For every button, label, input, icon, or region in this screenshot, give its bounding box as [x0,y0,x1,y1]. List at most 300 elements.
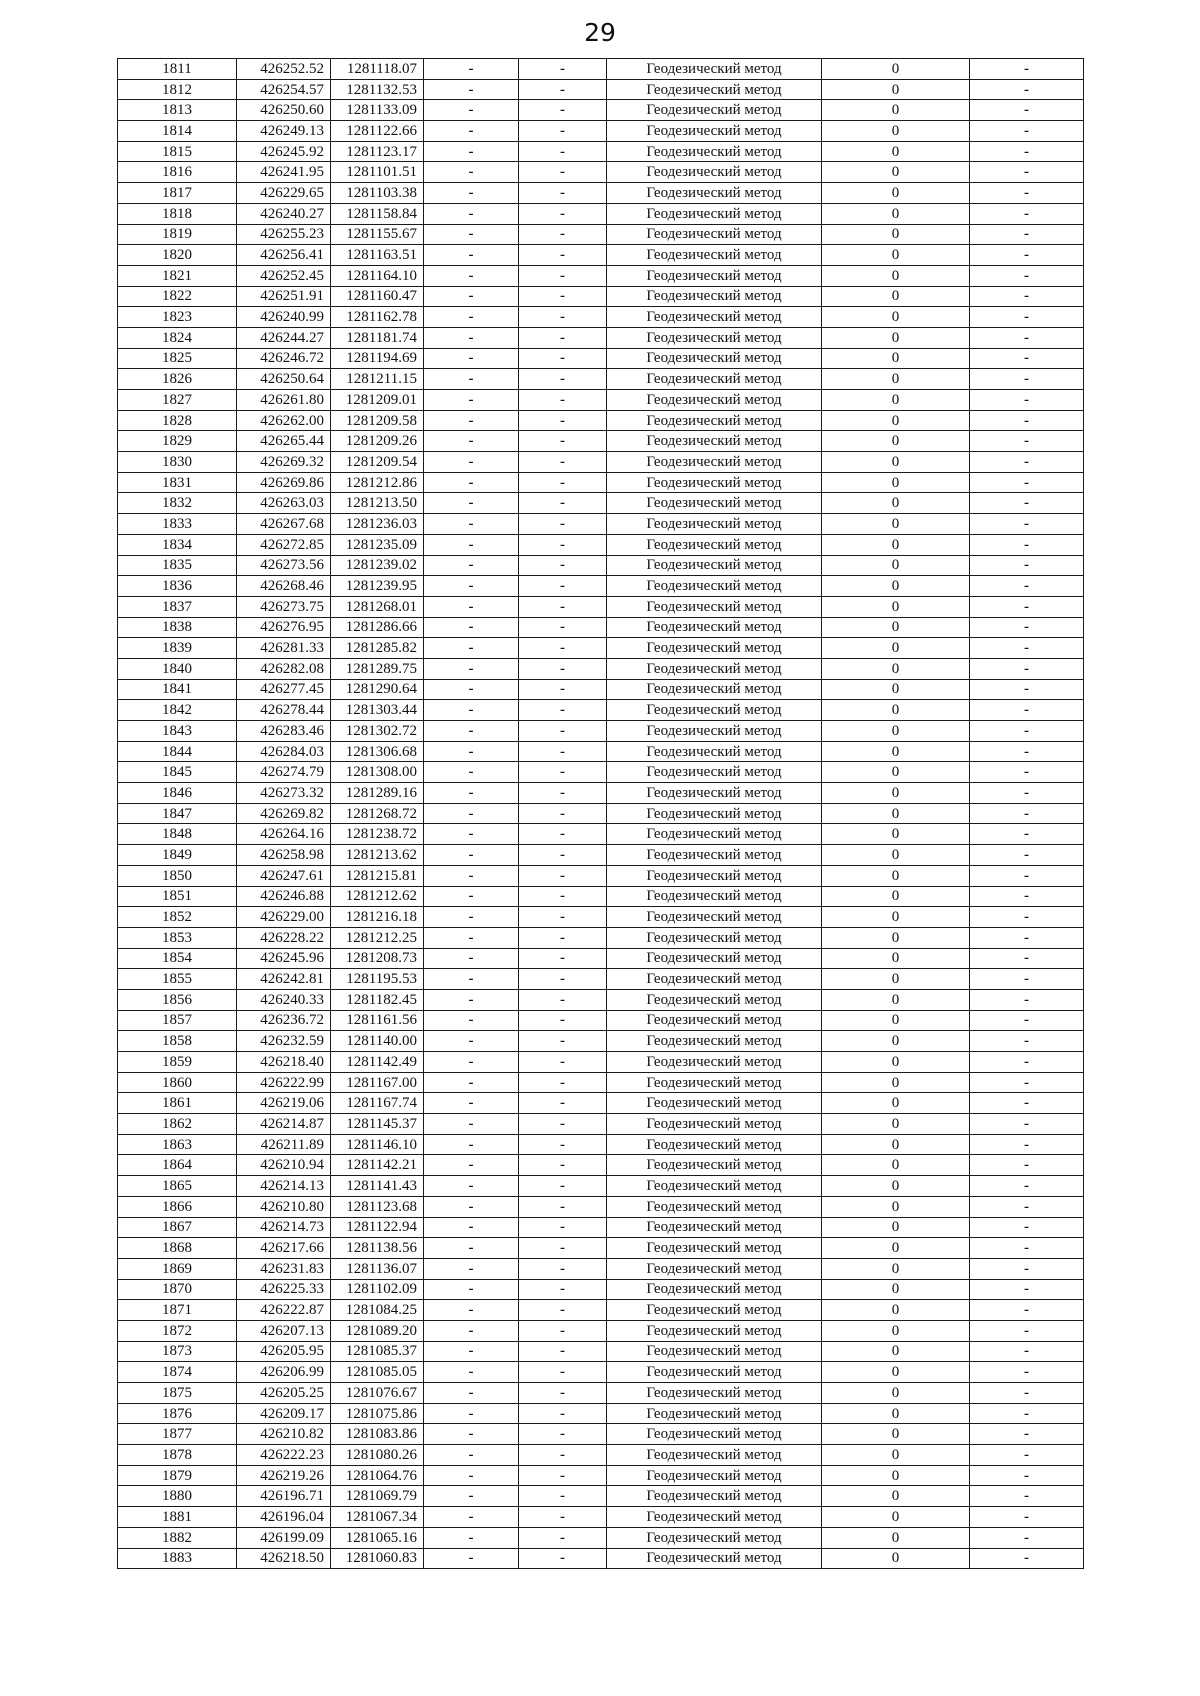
x-coordinate-cell: 426262.00 [237,410,331,431]
dash-cell: - [519,700,607,721]
dash-cell: - [519,431,607,452]
y-coordinate-cell: 1281212.62 [331,886,424,907]
dash-cell: - [519,1548,607,1569]
method-cell: Геодезический метод [607,514,822,535]
zero-cell: 0 [822,721,970,742]
x-coordinate-cell: 426251.91 [237,286,331,307]
dash-cell: - [424,824,519,845]
y-coordinate-cell: 1281268.72 [331,803,424,824]
y-coordinate-cell: 1281289.16 [331,783,424,804]
dash-cell: - [519,721,607,742]
point-number-cell: 1853 [118,927,237,948]
x-coordinate-cell: 426232.59 [237,1031,331,1052]
table-row [118,721,1084,742]
y-coordinate-cell: 1281286.66 [331,617,424,638]
dash-cell: - [424,452,519,473]
point-number-cell: 1829 [118,431,237,452]
dash-cell: - [519,1341,607,1362]
dash-cell: - [519,1403,607,1424]
dash-cell: - [970,741,1084,762]
zero-cell: 0 [822,1383,970,1404]
point-number-cell: 1874 [118,1362,237,1383]
method-cell: Геодезический метод [607,1362,822,1383]
dash-cell: - [424,658,519,679]
dash-cell: - [519,1114,607,1135]
dash-cell: - [970,1320,1084,1341]
dash-cell: - [519,1320,607,1341]
y-coordinate-cell: 1281123.68 [331,1196,424,1217]
zero-cell: 0 [822,1093,970,1114]
x-coordinate-cell: 426261.80 [237,390,331,411]
y-coordinate-cell: 1281142.49 [331,1052,424,1073]
zero-cell: 0 [822,1155,970,1176]
dash-cell: - [519,141,607,162]
table-row [118,1217,1084,1238]
method-cell: Геодезический метод [607,1445,822,1466]
dash-cell: - [424,1176,519,1197]
zero-cell: 0 [822,1010,970,1031]
method-cell: Геодезический метод [607,1465,822,1486]
y-coordinate-cell: 1281208.73 [331,948,424,969]
dash-cell: - [519,307,607,328]
method-cell: Геодезический метод [607,534,822,555]
dash-cell: - [970,1279,1084,1300]
dash-cell: - [519,286,607,307]
method-cell: Геодезический метод [607,865,822,886]
dash-cell: - [519,452,607,473]
table-row [118,100,1084,121]
table-row [118,1548,1084,1569]
method-cell: Геодезический метод [607,762,822,783]
y-coordinate-cell: 1281162.78 [331,307,424,328]
table-row [118,969,1084,990]
point-number-cell: 1850 [118,865,237,886]
dash-cell: - [424,431,519,452]
dash-cell: - [519,638,607,659]
dash-cell: - [424,534,519,555]
point-number-cell: 1842 [118,700,237,721]
point-number-cell: 1878 [118,1445,237,1466]
point-number-cell: 1882 [118,1527,237,1548]
method-cell: Геодезический метод [607,596,822,617]
y-coordinate-cell: 1281142.21 [331,1155,424,1176]
point-number-cell: 1815 [118,141,237,162]
dash-cell: - [970,141,1084,162]
dash-cell: - [519,865,607,886]
table-row [118,1486,1084,1507]
x-coordinate-cell: 426244.27 [237,327,331,348]
dash-cell: - [424,1362,519,1383]
y-coordinate-cell: 1281064.76 [331,1465,424,1486]
dash-cell: - [970,1010,1084,1031]
method-cell: Геодезический метод [607,555,822,576]
y-coordinate-cell: 1281306.68 [331,741,424,762]
dash-cell: - [970,348,1084,369]
table-row [118,1010,1084,1031]
point-number-cell: 1841 [118,679,237,700]
method-cell: Геодезический метод [607,203,822,224]
dash-cell: - [970,1176,1084,1197]
zero-cell: 0 [822,286,970,307]
dash-cell: - [970,1300,1084,1321]
method-cell: Геодезический метод [607,224,822,245]
dash-cell: - [424,369,519,390]
zero-cell: 0 [822,162,970,183]
point-number-cell: 1876 [118,1403,237,1424]
y-coordinate-cell: 1281085.05 [331,1362,424,1383]
dash-cell: - [519,1445,607,1466]
table-row [118,1196,1084,1217]
dash-cell: - [424,265,519,286]
zero-cell: 0 [822,845,970,866]
table-row [118,700,1084,721]
point-number-cell: 1838 [118,617,237,638]
dash-cell: - [424,638,519,659]
point-number-cell: 1847 [118,803,237,824]
x-coordinate-cell: 426252.45 [237,265,331,286]
zero-cell: 0 [822,348,970,369]
y-coordinate-cell: 1281158.84 [331,203,424,224]
point-number-cell: 1827 [118,390,237,411]
dash-cell: - [519,100,607,121]
dash-cell: - [424,79,519,100]
method-cell: Геодезический метод [607,307,822,328]
zero-cell: 0 [822,514,970,535]
zero-cell: 0 [822,1548,970,1569]
dash-cell: - [424,1341,519,1362]
dash-cell: - [519,1507,607,1528]
point-number-cell: 1837 [118,596,237,617]
y-coordinate-cell: 1281209.58 [331,410,424,431]
y-coordinate-cell: 1281213.50 [331,493,424,514]
zero-cell: 0 [822,700,970,721]
point-number-cell: 1869 [118,1258,237,1279]
dash-cell: - [970,803,1084,824]
dash-cell: - [424,555,519,576]
y-coordinate-cell: 1281212.86 [331,472,424,493]
x-coordinate-cell: 426268.46 [237,576,331,597]
x-coordinate-cell: 426245.92 [237,141,331,162]
x-coordinate-cell: 426210.82 [237,1424,331,1445]
x-coordinate-cell: 426258.98 [237,845,331,866]
y-coordinate-cell: 1281212.25 [331,927,424,948]
point-number-cell: 1875 [118,1383,237,1404]
x-coordinate-cell: 426249.13 [237,121,331,142]
x-coordinate-cell: 426278.44 [237,700,331,721]
dash-cell: - [519,927,607,948]
point-number-cell: 1862 [118,1114,237,1135]
dash-cell: - [519,1279,607,1300]
table-row [118,927,1084,948]
dash-cell: - [519,576,607,597]
zero-cell: 0 [822,493,970,514]
zero-cell: 0 [822,1527,970,1548]
dash-cell: - [970,1424,1084,1445]
table-row [118,369,1084,390]
point-number-cell: 1864 [118,1155,237,1176]
table-row [118,1093,1084,1114]
dash-cell: - [970,1527,1084,1548]
y-coordinate-cell: 1281238.72 [331,824,424,845]
zero-cell: 0 [822,803,970,824]
y-coordinate-cell: 1281164.10 [331,265,424,286]
dash-cell: - [424,989,519,1010]
y-coordinate-cell: 1281076.67 [331,1383,424,1404]
method-cell: Геодезический метод [607,989,822,1010]
dash-cell: - [519,1010,607,1031]
dash-cell: - [519,1217,607,1238]
table-row [118,59,1084,80]
x-coordinate-cell: 426273.32 [237,783,331,804]
table-row [118,658,1084,679]
point-number-cell: 1839 [118,638,237,659]
x-coordinate-cell: 426219.26 [237,1465,331,1486]
method-cell: Геодезический метод [607,327,822,348]
y-coordinate-cell: 1281308.00 [331,762,424,783]
dash-cell: - [970,1155,1084,1176]
dash-cell: - [970,203,1084,224]
dash-cell: - [970,1548,1084,1569]
dash-cell: - [970,1383,1084,1404]
dash-cell: - [519,1093,607,1114]
table-row [118,1155,1084,1176]
point-number-cell: 1848 [118,824,237,845]
dash-cell: - [519,79,607,100]
dash-cell: - [519,472,607,493]
method-cell: Геодезический метод [607,245,822,266]
table-row [118,1279,1084,1300]
x-coordinate-cell: 426222.99 [237,1072,331,1093]
method-cell: Геодезический метод [607,638,822,659]
point-number-cell: 1820 [118,245,237,266]
dash-cell: - [424,1052,519,1073]
zero-cell: 0 [822,658,970,679]
dash-cell: - [424,886,519,907]
dash-cell: - [970,100,1084,121]
table-row [118,162,1084,183]
point-number-cell: 1816 [118,162,237,183]
table-row [118,1445,1084,1466]
zero-cell: 0 [822,224,970,245]
dash-cell: - [519,948,607,969]
y-coordinate-cell: 1281163.51 [331,245,424,266]
method-cell: Геодезический метод [607,141,822,162]
dash-cell: - [519,1196,607,1217]
zero-cell: 0 [822,410,970,431]
table-row [118,1176,1084,1197]
x-coordinate-cell: 426196.71 [237,1486,331,1507]
dash-cell: - [519,534,607,555]
zero-cell: 0 [822,390,970,411]
table-row [118,824,1084,845]
zero-cell: 0 [822,1300,970,1321]
method-cell: Геодезический метод [607,1548,822,1569]
dash-cell: - [970,1052,1084,1073]
dash-cell: - [970,927,1084,948]
method-cell: Геодезический метод [607,1341,822,1362]
table-row [118,845,1084,866]
y-coordinate-cell: 1281141.43 [331,1176,424,1197]
point-number-cell: 1867 [118,1217,237,1238]
method-cell: Геодезический метод [607,1320,822,1341]
zero-cell: 0 [822,1445,970,1466]
method-cell: Геодезический метод [607,1383,822,1404]
dash-cell: - [970,638,1084,659]
zero-cell: 0 [822,886,970,907]
y-coordinate-cell: 1281136.07 [331,1258,424,1279]
zero-cell: 0 [822,1465,970,1486]
point-number-cell: 1828 [118,410,237,431]
table-row [118,576,1084,597]
dash-cell: - [424,514,519,535]
y-coordinate-cell: 1281161.56 [331,1010,424,1031]
dash-cell: - [970,576,1084,597]
zero-cell: 0 [822,1279,970,1300]
table-row [118,948,1084,969]
dash-cell: - [970,1093,1084,1114]
x-coordinate-cell: 426214.13 [237,1176,331,1197]
y-coordinate-cell: 1281303.44 [331,700,424,721]
dash-cell: - [970,1445,1084,1466]
dash-cell: - [970,472,1084,493]
y-coordinate-cell: 1281132.53 [331,79,424,100]
x-coordinate-cell: 426245.96 [237,948,331,969]
point-number-cell: 1834 [118,534,237,555]
dash-cell: - [970,162,1084,183]
method-cell: Геодезический метод [607,121,822,142]
x-coordinate-cell: 426284.03 [237,741,331,762]
dash-cell: - [519,1486,607,1507]
method-cell: Геодезический метод [607,886,822,907]
table-row [118,224,1084,245]
point-number-cell: 1825 [118,348,237,369]
point-number-cell: 1818 [118,203,237,224]
dash-cell: - [519,390,607,411]
table-row [118,865,1084,886]
dash-cell: - [424,121,519,142]
dash-cell: - [519,410,607,431]
dash-cell: - [519,327,607,348]
method-cell: Геодезический метод [607,1093,822,1114]
method-cell: Геодезический метод [607,348,822,369]
method-cell: Геодезический метод [607,1238,822,1259]
method-cell: Геодезический метод [607,845,822,866]
zero-cell: 0 [822,1196,970,1217]
dash-cell: - [424,596,519,617]
dash-cell: - [424,1114,519,1135]
dash-cell: - [970,1465,1084,1486]
table-row [118,348,1084,369]
zero-cell: 0 [822,865,970,886]
table-row [118,410,1084,431]
dash-cell: - [519,1134,607,1155]
zero-cell: 0 [822,307,970,328]
dash-cell: - [970,1031,1084,1052]
y-coordinate-cell: 1281268.01 [331,596,424,617]
zero-cell: 0 [822,79,970,100]
zero-cell: 0 [822,1052,970,1073]
method-cell: Геодезический метод [607,1258,822,1279]
y-coordinate-cell: 1281089.20 [331,1320,424,1341]
dash-cell: - [424,348,519,369]
dash-cell: - [424,1465,519,1486]
dash-cell: - [970,1217,1084,1238]
x-coordinate-cell: 426250.64 [237,369,331,390]
dash-cell: - [970,183,1084,204]
point-number-cell: 1814 [118,121,237,142]
method-cell: Геодезический метод [607,576,822,597]
dash-cell: - [424,803,519,824]
dash-cell: - [424,1217,519,1238]
y-coordinate-cell: 1281102.09 [331,1279,424,1300]
dash-cell: - [424,927,519,948]
x-coordinate-cell: 426277.45 [237,679,331,700]
zero-cell: 0 [822,1176,970,1197]
method-cell: Геодезический метод [607,803,822,824]
method-cell: Геодезический метод [607,1134,822,1155]
y-coordinate-cell: 1281211.15 [331,369,424,390]
x-coordinate-cell: 426282.08 [237,658,331,679]
method-cell: Геодезический метод [607,410,822,431]
point-number-cell: 1854 [118,948,237,969]
y-coordinate-cell: 1281084.25 [331,1300,424,1321]
method-cell: Геодезический метод [607,390,822,411]
x-coordinate-cell: 426236.72 [237,1010,331,1031]
x-coordinate-cell: 426269.86 [237,472,331,493]
table-row [118,1362,1084,1383]
dash-cell: - [519,369,607,390]
point-number-cell: 1877 [118,1424,237,1445]
dash-cell: - [970,1341,1084,1362]
x-coordinate-cell: 426211.89 [237,1134,331,1155]
zero-cell: 0 [822,472,970,493]
table-row [118,203,1084,224]
dash-cell: - [519,1465,607,1486]
y-coordinate-cell: 1281235.09 [331,534,424,555]
zero-cell: 0 [822,265,970,286]
dash-cell: - [519,1072,607,1093]
dash-cell: - [970,679,1084,700]
dash-cell: - [519,1362,607,1383]
point-number-cell: 1826 [118,369,237,390]
dash-cell: - [424,1238,519,1259]
dash-cell: - [970,327,1084,348]
dash-cell: - [424,203,519,224]
dash-cell: - [970,762,1084,783]
dash-cell: - [424,224,519,245]
method-cell: Геодезический метод [607,265,822,286]
zero-cell: 0 [822,555,970,576]
table-row [118,1383,1084,1404]
dash-cell: - [424,1507,519,1528]
y-coordinate-cell: 1281133.09 [331,100,424,121]
dash-cell: - [424,141,519,162]
x-coordinate-cell: 426255.23 [237,224,331,245]
dash-cell: - [519,1300,607,1321]
dash-cell: - [519,803,607,824]
dash-cell: - [519,245,607,266]
x-coordinate-cell: 426263.03 [237,493,331,514]
zero-cell: 0 [822,969,970,990]
method-cell: Геодезический метод [607,907,822,928]
dash-cell: - [519,1424,607,1445]
x-coordinate-cell: 426210.94 [237,1155,331,1176]
zero-cell: 0 [822,203,970,224]
point-number-cell: 1840 [118,658,237,679]
x-coordinate-cell: 426199.09 [237,1527,331,1548]
dash-cell: - [424,1424,519,1445]
method-cell: Геодезический метод [607,1279,822,1300]
